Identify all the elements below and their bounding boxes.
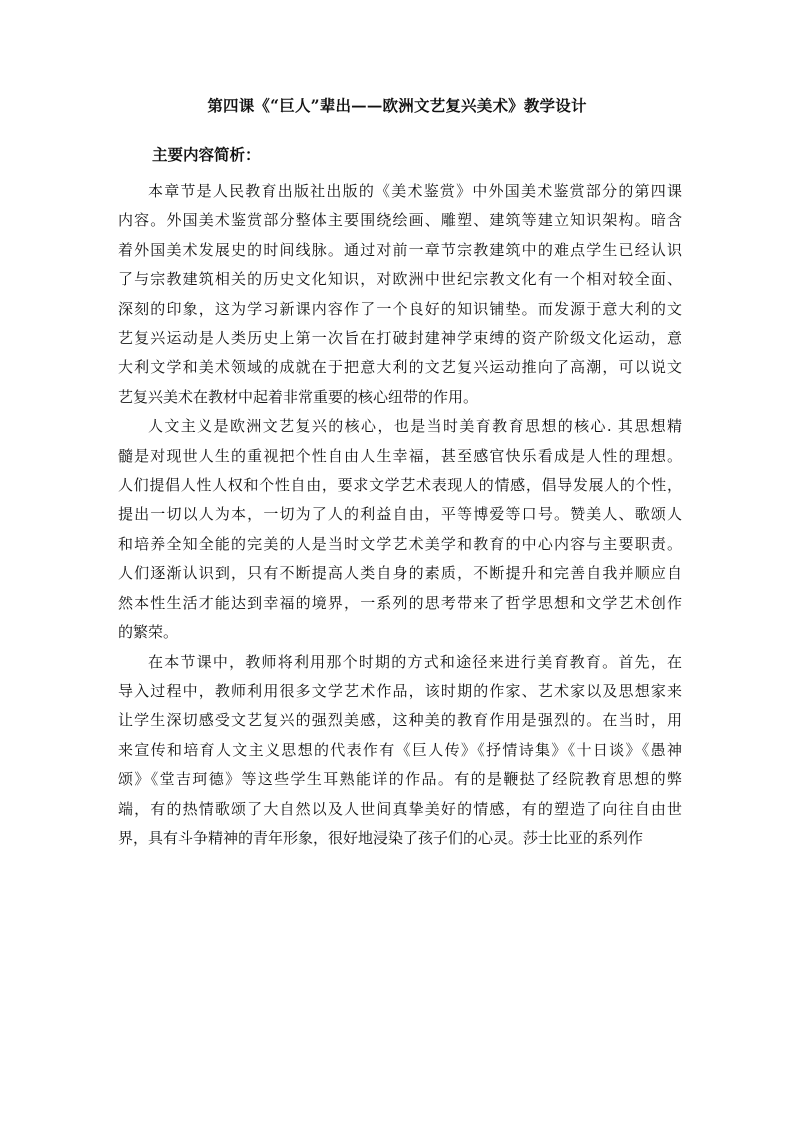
paragraph-line: 导入过程中，教师利用很多文学艺术作品，该时期的作家、艺术家以及思想家来	[118, 681, 682, 700]
paragraph-line: 的繁荣。	[118, 623, 179, 642]
paragraph-line: 然本性生活才能达到幸福的境界，一系列的思考带来了哲学思想和文学艺术创作	[118, 593, 682, 612]
paragraph-line: 人文主义是欧洲文艺复兴的核心，也是当时美育教育思想的核心. 其思想精	[148, 417, 682, 436]
paragraph-line: 界，具有斗争精神的青年形象，很好地浸染了孩子们的心灵。莎士比亚的系列作	[118, 828, 644, 847]
paragraph-line: 来宣传和培育人文主义思想的代表作有《巨人传》《抒情诗集》《十日谈》《愚神	[118, 740, 682, 759]
paragraph-line: 着外国美术发展史的时间线脉。通过对前一章节宗教建筑中的难点学生已经认识	[118, 240, 682, 259]
paragraph-line: 提出一切以人为本，一切为了人的利益自由，平等博爱等口号。赞美人、歌颂人	[118, 505, 682, 524]
paragraph-line: 内容。外国美术鉴赏部分整体主要围绕绘画、雕塑、建筑等建立知识架构。暗含	[118, 211, 682, 230]
paragraph-line: 大利文学和美术领域的成就在于把意大利的文艺复兴运动推向了高潮，可以说文	[118, 358, 682, 377]
paragraph-line: 本章节是人民教育出版社出版的《美术鉴赏》中外国美术鉴赏部分的第四课	[148, 182, 682, 200]
document-title: 第四课《“巨人”辈出——欧洲文艺复兴美术》教学设计	[207, 96, 587, 115]
paragraph-line: 端，有的热情歌颂了大自然以及人世间真挚美好的情感，有的塑造了向往自由世	[118, 799, 682, 818]
paragraph-line: 艺复兴美术在教材中起着非常重要的核心纽带的作用。	[118, 387, 479, 406]
paragraph-line: 和培养全知全能的完美的人是当时文学艺术美学和教育的中心内容与主要职责。	[118, 534, 682, 553]
paragraph-line: 人们提倡人性人权和个性自由，要求文学艺术表现人的情感，倡导发展人的个性，	[118, 476, 682, 495]
paragraph-line: 人们逐渐认识到，只有不断提高人类自身的素质，不断提升和完善自我并顺应自	[118, 564, 682, 583]
paragraph	[118, 412, 682, 647]
paragraph-line: 让学生深切感受文艺复兴的强烈美感，这种美的教育作用是强烈的。在当时，用	[118, 711, 682, 730]
paragraph-line: 在本节课中，教师将利用那个时期的方式和途径来进行美育教育。首先，在	[148, 652, 682, 671]
document-body	[118, 177, 682, 853]
section-heading: 主要内容简析：	[152, 145, 261, 164]
paragraph	[118, 177, 682, 412]
paragraph-line: 颂》《堂吉珂德》等这些学生耳熟能详的作品。有的是鞭挞了经院教育思想的弊	[118, 770, 682, 789]
paragraph	[118, 648, 682, 854]
paragraph-line: 了与宗教建筑相关的历史文化知识，对欧洲中世纪宗教文化有一个相对较全面、	[118, 270, 682, 289]
paragraph-line: 髓是对现世人生的重视把个性自由人生幸福，甚至感官快乐看成是人性的理想。	[118, 446, 682, 465]
paragraph-line: 深刻的印象，这为学习新课内容作了一个良好的知识铺垫。而发源于意大利的文	[118, 299, 682, 318]
paragraph-line: 艺复兴运动是人类历史上第一次旨在打破封建神学束缚的资产阶级文化运动，意	[118, 329, 682, 348]
